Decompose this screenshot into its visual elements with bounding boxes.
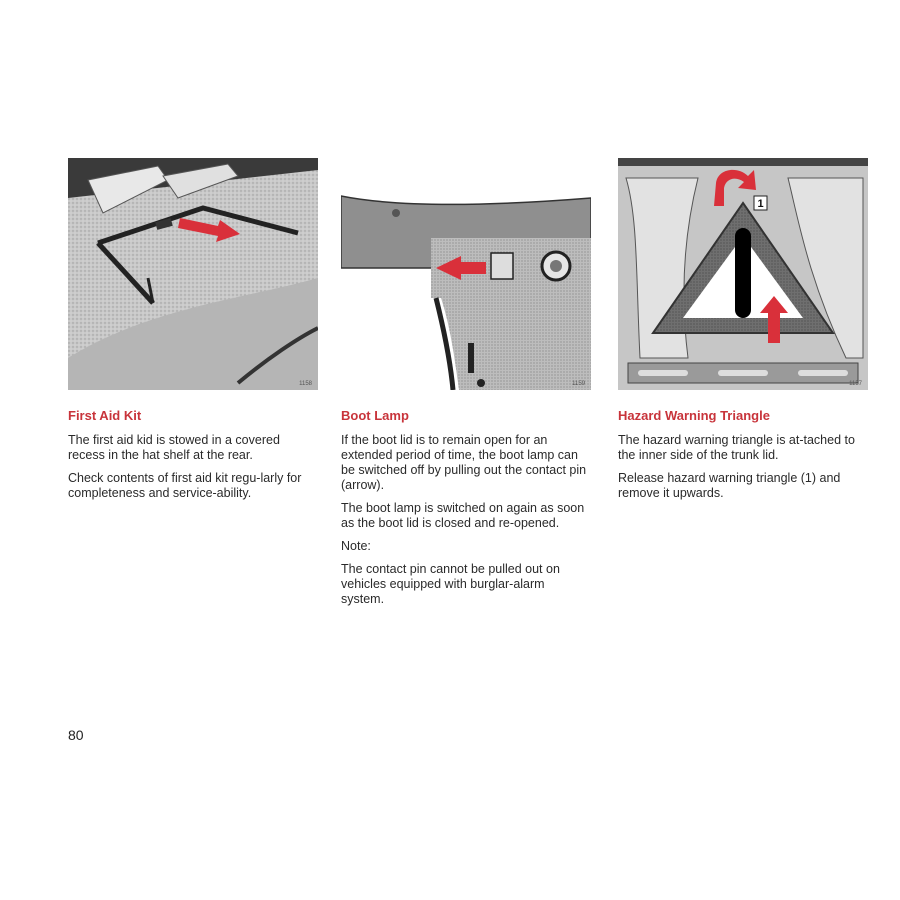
page-number: 80 bbox=[68, 727, 84, 743]
figure-number: 1158 bbox=[299, 381, 312, 387]
trunk-lid-drawing bbox=[618, 158, 868, 390]
section-heading: Hazard Warning Triangle bbox=[618, 408, 770, 423]
paragraph: The hazard warning triangle is at-tached to the inner side of the trunk lid. bbox=[618, 433, 855, 462]
note-label: Note: bbox=[341, 539, 371, 553]
first-aid-kit-illustration bbox=[68, 158, 318, 390]
section-heading: Boot Lamp bbox=[341, 408, 409, 423]
boot-lamp-illustration bbox=[341, 158, 591, 390]
figure-number: 1159 bbox=[572, 381, 585, 387]
paragraph: The contact pin cannot be pulled out on vehicles equipped with burglar-alarm system. bbox=[341, 562, 560, 606]
callout-label: 1 bbox=[757, 198, 764, 210]
paragraph: If the boot lid is to remain open for an extended period of time, the boot lamp can be switched off by pulling out the contact pin (arrow). bbox=[341, 433, 587, 492]
hat-shelf-drawing bbox=[68, 158, 318, 390]
section-hazard-warning-triangle bbox=[618, 158, 868, 509]
figure-number: 1157 bbox=[849, 381, 862, 387]
section-boot-lamp bbox=[341, 158, 591, 615]
paragraph: The boot lamp is switched on again as soon as the boot lid is closed and re-opened. bbox=[341, 501, 585, 530]
paragraph: The first aid kid is stowed in a covered recess in the hat shelf at the rear. bbox=[68, 433, 280, 462]
hazard-triangle-illustration bbox=[618, 158, 868, 390]
section-first-aid-kit bbox=[68, 158, 318, 509]
paragraph: Release hazard warning triangle (1) and remove it upwards. bbox=[618, 471, 841, 500]
paragraph: Check contents of first aid kit regu-larly for completeness and service-ability. bbox=[68, 471, 302, 500]
section-heading: First Aid Kit bbox=[68, 408, 142, 423]
boot-lid-drawing bbox=[341, 158, 591, 390]
